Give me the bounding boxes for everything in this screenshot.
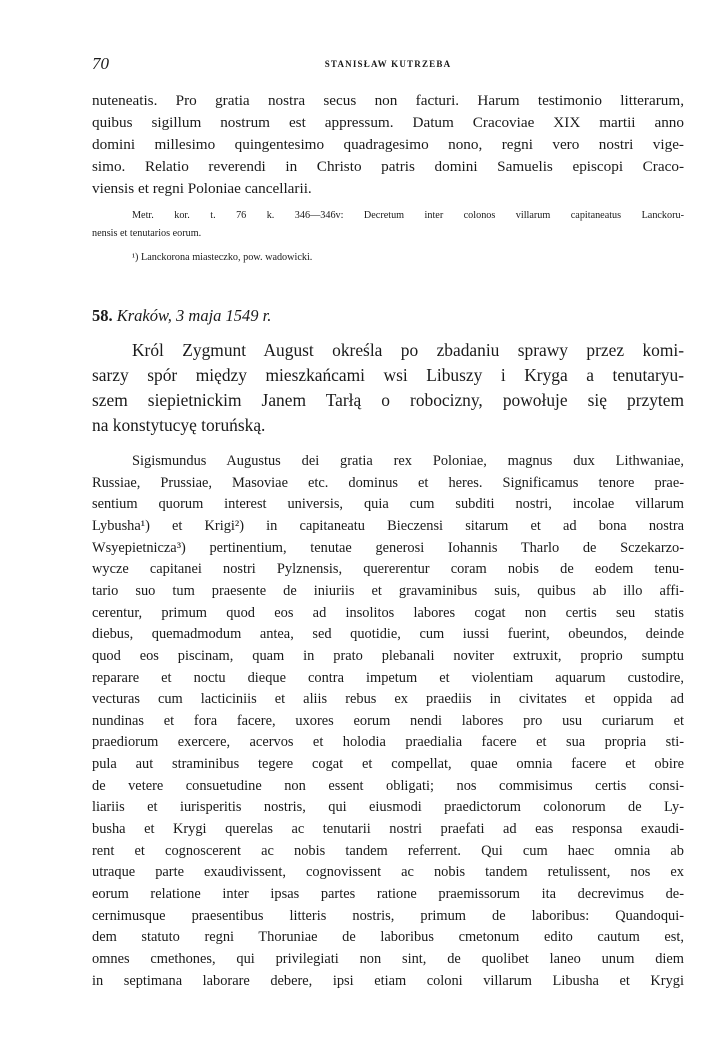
running-head: STANISŁAW KUTRZEBA <box>324 59 452 69</box>
text-line: viensis et regni Poloniae cancellarii. <box>92 180 312 197</box>
main-text-line: cerentur, primum quod eos ad insolitos labores cogat non certis seu statis <box>92 604 684 621</box>
main-text-line: Wsyepietnicza³) pertinentium, tenutae generosi Iohannis Tharlo de Sczekarzo- <box>92 539 684 556</box>
text-line: domini millesimo quingentesimo quadragesimo nono, regni vero nostri vige- <box>92 136 684 153</box>
regest-line: na konstytucyę toruńską. <box>92 415 266 435</box>
regest-line: szem siepietnickim Janem Tarłą o robocizny, powołuje się przytem <box>92 390 684 410</box>
source-note-line: Metr. kor. t. 76 k. 346—346v: Decretum inter colonos villarum capitaneatus Lanckoru- <box>132 210 684 221</box>
document-heading <box>92 306 271 326</box>
main-text-line: busha et Krygi querelas ac tenutarii nostri praefati ad eas responsa exaudi- <box>92 821 684 838</box>
main-text-line: Sigismundus Augustus dei gratia rex Poloniae, magnus dux Lithwaniae, <box>132 453 684 469</box>
page-number: 70 <box>92 54 109 73</box>
source-note-line: nensis et tenutarios eorum. <box>92 228 202 239</box>
main-text-line: rent et cognoscerent ac nobis tandem referrent. Qui cum haec omnia ab <box>92 842 684 859</box>
text-line: simo. Relatio reverendi in Christo patris domini Samuelis episcopi Craco- <box>92 158 684 175</box>
main-text-line: de vetere consuetudine non essent obligati; nos commisimus certis consi- <box>92 777 684 794</box>
main-text-line: eorum relatione inter ipsas partes ratione praemissorum ita decrevimus de- <box>92 886 684 902</box>
main-text-line: utraque parte exaudivissent, cognovissent ac nobis tandem retulissent, nos ex <box>92 864 684 881</box>
text-line: quibus sigillum nostrum est appressum. Datum Cracoviae XIX martii anno <box>92 114 684 131</box>
main-text-line: dem statuto regni Thoruniae de laboribus cmetonum edito cautum est, <box>92 929 684 946</box>
main-text-line: quod eos piscinam, quam in prato plebanali noviter extruxit, proprio sumptu <box>92 647 684 664</box>
document-place-date: Kraków, 3 maja 1549 r. <box>116 306 272 325</box>
main-text-line: reparare et noctu dieque contra impetum et violentiam aquarum custodire, <box>92 669 684 686</box>
main-text-line: in septimana laborare debere, ipsi etiam coloni villarum Libusha et Krygi <box>92 972 684 989</box>
main-text-line: vecturas cum lacticiniis et aliis rebus ex praediis in civitates et oppida ad <box>92 691 684 708</box>
footnote: ¹) Lanckorona miasteczko, pow. wadowicki. <box>132 252 313 263</box>
main-text-line: liariis et iurisperitis nostris, qui eiusmodi praedictorum colonorum de Ly- <box>92 799 684 816</box>
main-text-line: Russiae, Prussiae, Masoviae etc. dominus et heres. Significamus tenore prae- <box>92 474 684 491</box>
main-text-line: wycze capitanei nostri Pylznensis, quererentur coram nobis de eodem tenu- <box>92 561 684 578</box>
text-line: nuteneatis. Pro gratia nostra secus non facturi. Harum testimonio litterarum, <box>92 92 684 109</box>
regest-line: Król Zygmunt August określa po zbadaniu sprawy przez komi- <box>132 340 684 360</box>
main-text-line: sentium quorum interest universis, quia cum subditi nostri, incolae villarum <box>92 496 684 513</box>
main-text-line: Lybusha¹) et Krigi²) in capitaneatu Bieczensi sitarum et ad bona nostra <box>92 517 684 534</box>
page-header <box>92 54 684 74</box>
document-number: 58. <box>92 306 113 325</box>
main-text-line: pula aut straminibus tegere cogat et compellat, quae omnia facere et obire <box>92 756 684 773</box>
main-text-line: nundinas et fora facere, uxores eorum nendi labores pro usu curiarum et <box>92 712 684 729</box>
main-text-line: tario suo tum praesente de iniuriis et gravaminibus suis, quibus ab illo affi- <box>92 582 684 599</box>
main-text-line: praediorum exercere, acervos et holodia praedialia facere et sua propria sti- <box>92 734 684 751</box>
main-text-line: cernimusque praesentibus litteris nostris, primum de laboribus: Quandoqui- <box>92 907 684 924</box>
main-text-line: omnes cmethones, qui privilegiati non sint, de quolibet laneo unum diem <box>92 950 684 967</box>
regest-line: sarzy spór między mieszkańcami wsi Libuszy i Kryga a tenutaryu- <box>92 365 684 385</box>
main-text-line: diebus, quemadmodum antea, sed quotidie, cum iussi fuerint, obeundos, deinde <box>92 626 684 643</box>
